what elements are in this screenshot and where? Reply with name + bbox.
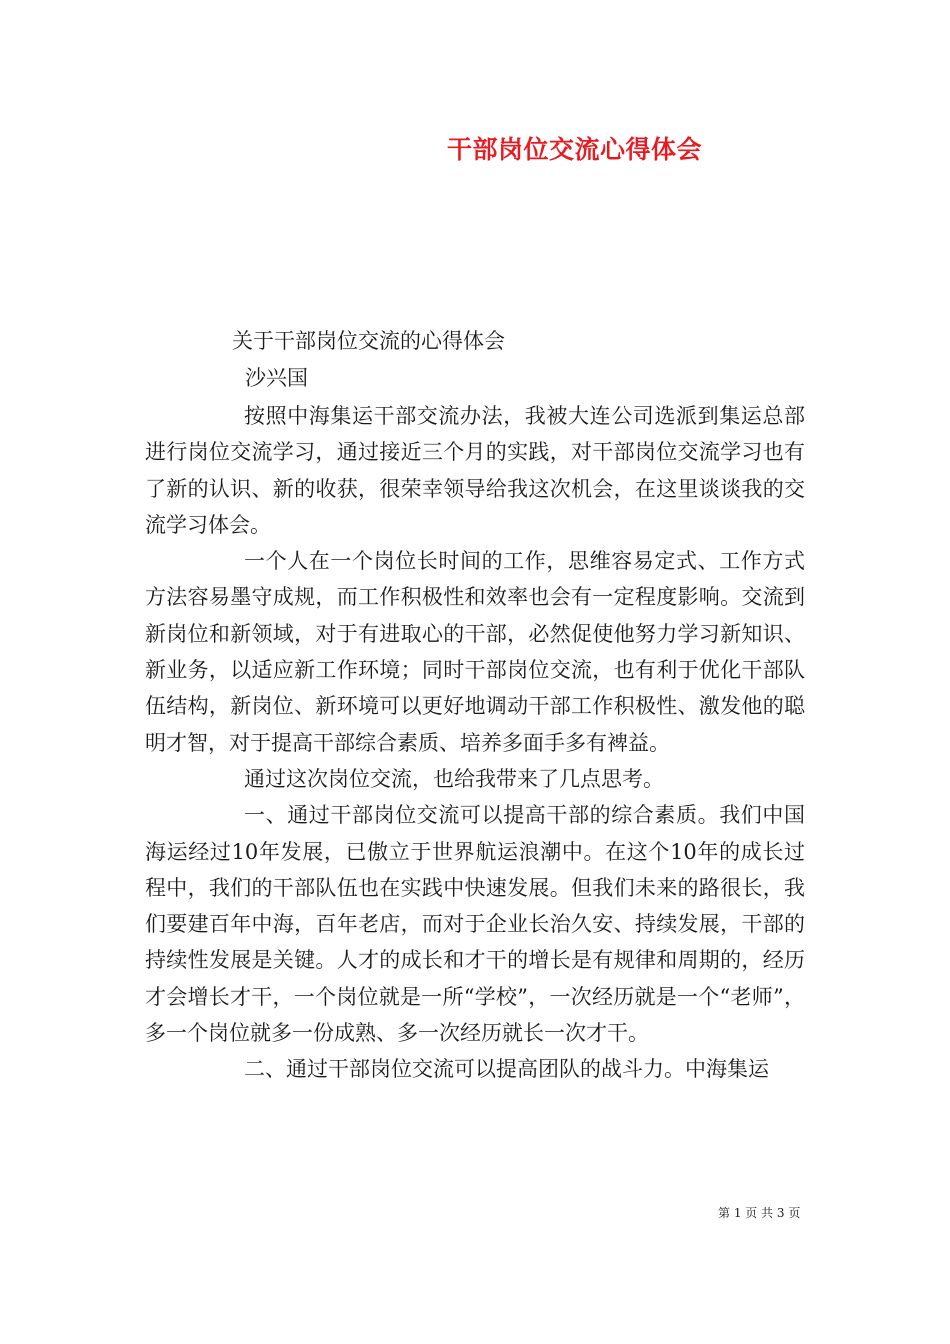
paragraph: 二、通过干部岗位交流可以提高团队的战斗力。中海集运 — [244, 1057, 769, 1082]
paragraph: 一个人在一个岗位长时间的工作，思维容易定式、工作方式方法容易墨守成规，而工作积极性和效率也会有一定程度影响。交流到新岗位和新领域，对于有进取心的干部，必然促使他努力学习新知识、新业务，以适应新工作环境；同时干部岗位交流，也有利于优化干部队伍结构，新岗位、新环境可以更好地调动干部工作积极性、激发他的聪明才智，对于提高干部综合素质、培养多面手多有裨益。 — [145, 549, 805, 755]
body-text — [145, 398, 805, 1088]
paragraph: 通过这次岗位交流，也给我带来了几点思考。 — [244, 766, 664, 791]
article-subtitle: 关于干部岗位交流的心得体会 — [232, 329, 505, 353]
paragraph: 按照中海集运干部交流办法，我被大连公司选派到集运总部进行岗位交流学习，通过接近三个月的实践，对干部岗位交流学习也有了新的认识、新的收获，很荣幸领导给我这次机会，在这里谈谈我的交流学习体会。 — [145, 404, 805, 537]
page-number-footer: 第 1 页 共 3 页 — [718, 1206, 801, 1220]
document-title: 干部岗位交流心得体会 — [447, 135, 703, 164]
paragraph: 一、通过干部岗位交流可以提高干部的综合素质。我们中国海运经过10年发展，已傲立于世界航运浪潮中。在这个10年的成长过程中，我们的干部队伍也在实践中快速发展。但我们未来的路很长，我们要建百年中海，百年老店，而对于企业长治久安、持续发展，干部的持续性发展是关键。人才的成长和才干的增长是有规律和周期的，经历才会增长才干，一个岗位就是一所“学校”，一次经历就是一个“老师”，多一个岗位就多一份成熟、多一次经历就长一次才干。 — [145, 803, 805, 1046]
author-name: 沙兴国 — [245, 366, 308, 390]
